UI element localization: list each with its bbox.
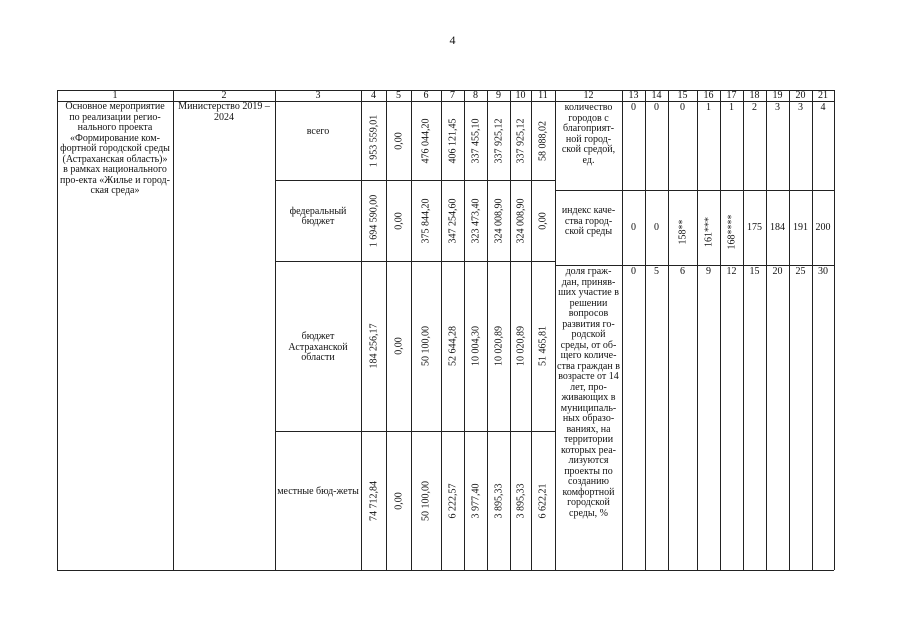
budget-value: 476 044,20 [420,118,432,163]
budget-value: 323 473,40 [470,198,481,243]
indicator-value: 191 [793,222,808,233]
grid-vline [812,90,813,570]
indicator-value: 168**** [726,214,737,250]
budget-value: 337 455,10 [470,118,481,163]
grid-vline [645,90,646,570]
budget-value: 3 895,33 [515,483,526,518]
indicator-value: 5 [654,266,659,277]
grid-hline [57,570,834,571]
indicator-value: 25 [795,266,806,277]
grid-vline [622,90,623,570]
budget-value: 337 925,12 [515,118,526,163]
header-cell: 15 [677,90,688,101]
grid-vline [57,90,58,570]
budget-value: 406 121,45 [447,118,458,163]
budget-value: 1 694 590,00 [368,194,379,247]
indicator-value: 20 [772,266,783,277]
indicator-value: 158** [677,219,688,245]
header-cell: 7 [450,90,455,101]
grid-hline [555,190,834,191]
budget-value: 0,00 [393,131,404,150]
responsible-executor: Министерство 2019 – 2024 [178,101,270,123]
budget-source-label: местные бюд-жеты [277,485,359,497]
grid-vline [275,90,276,570]
budget-value: 0,00 [393,337,404,355]
header-cell: 2 [221,90,227,101]
grid-vline [668,90,669,570]
grid-vline [510,90,511,570]
header-cell: 10 [515,90,526,101]
grid-vline [789,90,790,570]
budget-source-label: бюджет Астраханской области [288,331,348,363]
header-cell: 12 [583,90,594,101]
header-cell: 14 [651,90,662,101]
indicator-value: 200 [815,222,831,233]
grid-vline [441,90,442,570]
budget-value: 52 644,28 [447,326,458,366]
grid-hline [275,261,555,262]
indicator-value: 175 [747,222,762,233]
grid-vline [361,90,362,570]
budget-value: 1 953 559,01 [368,114,379,167]
header-cell: 8 [473,90,478,101]
header-cell: 21 [818,90,828,101]
header-cell: 19 [772,90,783,101]
grid-vline [766,90,767,570]
indicator-name: количество городов с благоприят-ной город-ской средой, ед. [561,102,616,166]
indicator-value: 161*** [703,217,714,247]
grid-vline [487,90,488,570]
grid-vline [720,90,721,570]
budget-source-label: всего [306,125,330,137]
grid-vline [386,90,387,570]
indicator-value: 3 [775,102,780,113]
indicator-value: 15 [749,266,760,277]
indicator-value: 2 [752,102,757,113]
indicator-name: доля граж-дан, приняв-ших участие в решении вопросов развития го-родской среды, от об-щего количе-ства граждан в возрасте от 14 лет, про-живающих в муниципаль-ных образо-ваниях, на территории которых реа-лизуются проекты по созданию комфортной городской среды, % [557,266,620,519]
header-cell: 20 [795,90,806,101]
budget-value: 10 020,89 [493,326,504,366]
grid-vline [411,90,412,570]
activity-description: Основное мероприятие по реализации регио-нального проекта «Формирование ком-фортной городской среды (Астраханская область)» в рамках национального про-екта «Жилье и город-ская среда» [60,101,170,196]
indicator-value: 0 [631,102,636,113]
grid-hline [275,431,555,432]
budget-value: 6 622,21 [537,483,549,518]
grid-vline [555,90,556,570]
budget-value: 3 895,33 [493,483,504,518]
indicator-value: 0 [654,222,659,233]
indicator-value: 1 [729,102,734,113]
indicator-value: 0 [631,222,636,233]
budget-value: 10 020,89 [515,326,526,366]
indicator-name: индекс каче-ства город-ской среды [561,205,616,237]
indicator-value: 9 [706,266,711,277]
budget-value: 324 008,90 [515,198,526,243]
budget-value: 184 256,17 [368,323,379,369]
indicator-value: 4 [820,102,826,113]
budget-value: 58 088,02 [537,120,549,161]
grid-vline [834,90,835,570]
budget-value: 375 844,20 [420,198,432,243]
header-cell: 17 [726,90,737,101]
header-cell: 5 [396,90,401,101]
grid-hline [275,180,555,181]
header-cell: 18 [749,90,760,101]
indicator-value: 6 [680,266,685,277]
indicator-value: 30 [818,266,828,277]
budget-value: 0,00 [537,211,549,230]
budget-value: 10 004,30 [470,326,481,366]
header-cell: 4 [371,90,376,101]
header-cell: 13 [628,90,639,101]
budget-value: 324 008,90 [493,198,504,243]
header-cell: 1 [112,90,118,101]
budget-value: 74 712,84 [368,480,379,521]
header-cell: 16 [703,90,714,101]
indicator-value: 184 [770,222,785,233]
header-cell: 9 [496,90,501,101]
indicator-value: 3 [798,102,803,113]
budget-value: 3 977,40 [470,483,481,518]
indicator-value: 0 [631,266,636,277]
page-number: 4 [449,33,456,47]
indicator-value: 0 [680,102,685,113]
header-cell: 6 [423,90,429,101]
budget-value: 50 100,00 [420,480,432,521]
grid-vline [173,90,174,570]
budget-value: 50 100,00 [420,326,432,366]
budget-value: 6 222,57 [447,483,458,518]
budget-value: 51 465,81 [537,326,549,366]
header-cell: 11 [538,90,548,101]
indicator-value: 1 [706,102,711,113]
header-cell: 3 [315,90,321,101]
indicator-value: 12 [726,266,737,277]
indicator-value: 0 [654,102,659,113]
budget-value: 0,00 [393,491,404,510]
grid-vline [464,90,465,570]
budget-value: 347 254,60 [447,198,458,243]
budget-value: 337 925,12 [493,118,504,163]
budget-value: 0,00 [393,211,404,230]
grid-vline [697,90,698,570]
grid-vline [531,90,532,570]
grid-vline [743,90,744,570]
budget-source-label: федеральный бюджет [289,205,347,227]
